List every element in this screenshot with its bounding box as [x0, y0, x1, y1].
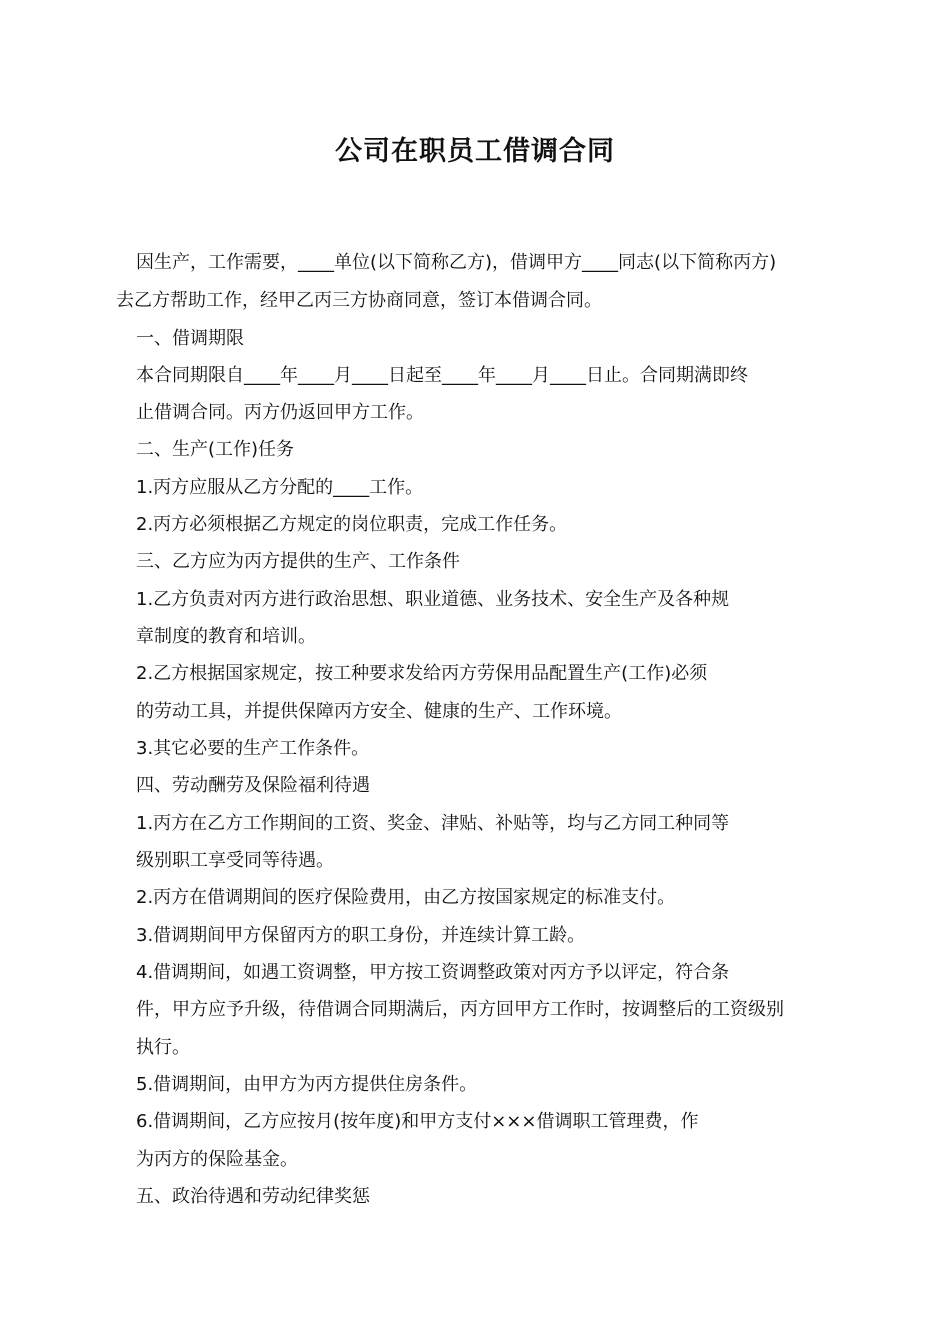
clause-line: 3.其它必要的生产工作条件。: [136, 738, 370, 759]
clause-line: 1.乙方负责对丙方进行政治思想、职业道德、业务技术、安全生产及各种规: [136, 589, 730, 610]
section-heading: 一、借调期限: [136, 328, 244, 349]
section-heading: 三、乙方应为丙方提供的生产、工作条件: [136, 551, 460, 572]
clause-line: 6.借调期间，乙方应按月(按年度)和甲方支付×××借调职工管理费，作: [136, 1111, 699, 1132]
clause-line: 2.丙方在借调期间的医疗保险费用，由乙方按国家规定的标准支付。: [136, 887, 676, 908]
clause-line: 的劳动工具，并提供保障丙方安全、健康的生产、工作环境。: [136, 701, 622, 722]
clause-line: 执行。: [136, 1037, 190, 1058]
clause-line: 级别职工享受同等待遇。: [136, 850, 334, 871]
clause-line: 为丙方的保险基金。: [136, 1149, 298, 1170]
clause-line: 1.丙方在乙方工作期间的工资、奖金、津贴、补贴等，均与乙方同工种同等: [136, 813, 730, 834]
section-heading: 二、生产(工作)任务: [136, 439, 295, 460]
clause-line: 1.丙方应服从乙方分配的____工作。: [136, 477, 424, 498]
paragraph-line: 止借调合同。丙方仍返回甲方工作。: [136, 402, 424, 423]
clause-line: 5.借调期间，由甲方为丙方提供住房条件。: [136, 1074, 478, 1095]
clause-line: 2.丙方必须根据乙方规定的岗位职责，完成工作任务。: [136, 514, 568, 535]
clause-line: 3.借调期间甲方保留丙方的职工身份，并连续计算工龄。: [136, 925, 586, 946]
section-heading: 四、劳动酬劳及保险福利待遇: [136, 775, 370, 796]
clause-line: 2.乙方根据国家规定，按工种要求发给丙方劳保用品配置生产(工作)必须: [136, 663, 708, 684]
clause-line: 4.借调期间，如遇工资调整，甲方按工资调整政策对丙方予以评定，符合条: [136, 962, 730, 983]
clause-line: 章制度的教育和培训。: [136, 626, 316, 647]
section-heading: 五、政治待遇和劳动纪律奖惩: [136, 1186, 370, 1207]
paragraph-line: 因生产，工作需要，____单位(以下简称乙方)，借调甲方____同志(以下简称丙方): [136, 252, 777, 273]
document-title: 公司在职员工借调合同: [335, 136, 615, 167]
paragraph-line: 本合同期限自____年____月____日起至____年____月____日止。合同期满即终: [136, 365, 748, 386]
clause-line: 件，甲方应予升级，待借调合同期满后，丙方回甲方工作时，按调整后的工资级别: [136, 999, 784, 1020]
paragraph-line: 去乙方帮助工作，经甲乙丙三方协商同意，签订本借调合同。: [116, 290, 602, 311]
